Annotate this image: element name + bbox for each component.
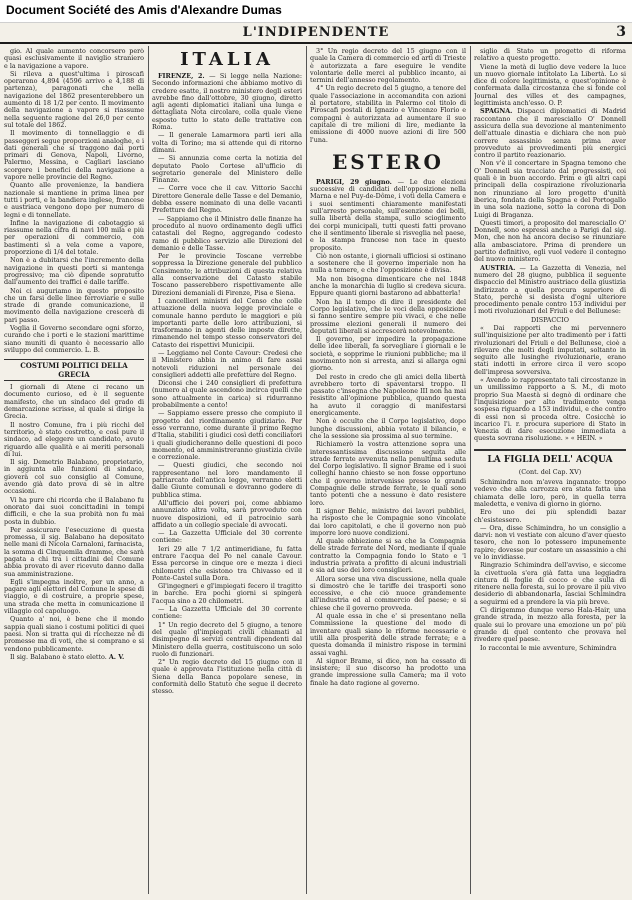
article-paragraph: Questi timori, a proposito del maresciallo O' Donnell, sono espressi anche a Parigi dal sig. Mon, che non ha ancora deciso se rinunziare alla ambasciatore. Prima di prendere un partito definitivo, egli vuol vedere il contegno del nuovo ministero. [474,218,626,264]
article-paragraph: 1° Un regio decreto del 5 giugno, a tenore del quale gl'impiegati civili chiamati al disimpegno di servizi centrali dipendenti dal Ministero della guerra, costituiscono un solo ruolo di funzionari. [152,620,302,658]
article-paragraph: All'ufficio dei poveri poi, come abbiamo annunziato altra volta, sarà provveduto con nuove disposizioni, ed il patrocinio sarà affidato a un collegio speciale di avvocati. [152,498,302,529]
article-paragraph: Infine la navigazione di cabotaggio si riassume nella cifra di navi 100 mila e più per operazioni di commercio, con bastimenti sì a vela come a vapore, proporzione di 1/4 del totale. [4,218,144,257]
article-paragraph: Allora sorse una viva discussione, nella quale si dimostrò che le tariffe dei trasporti sono eccessive, e che ciò nuoce grandemente all'industria ed al commercio del paese; e si chiese che il governo provveda. [310,574,466,612]
article-paragraph: Voglia il Governo secondare ogni sforzo, curando che i porti e le stazioni marittime siano muniti di quanto è necessario allo sviluppo del commercio. L. B. [4,323,144,354]
article-paragraph: Del resto in credo che gli amici della libertà avrebbero torto di spaventarsi troppo. Il passato c'insegna che Napoleone III non ha mai resistito all'opinione pubblica, quando questa ha avuto il coraggio di manifestarsi energicamente. [310,372,466,418]
article-paragraph: — Leggiamo nel Conte Cavour: Credesi che il Ministero abbia in animo di fare assai notevoli riduzioni nel personale dei consiglieri addetti alle prefetture del Regno. [152,348,302,379]
article-paragraph: Vi ha pure chi ricorda che il Balabano fu onorato dai suoi concittadini in tempi difficili, e che la sua probità non fu mai posta in dubbio. [4,495,144,526]
article-paragraph: Quanto alle provenienze, la bandiera nazionale si mantiene in prima linea per tutti i porti, e la bandiera inglese, francese e austriaca vengono dopo per numero di legni e di tonnellate. [4,181,144,219]
article-paragraph: Richiamerò la vostra attenzione sopra una interessantissima discussione seguita alle strade ferrate avvenuta nella penultima seduta del Corpo legislativo. Il signor Brame ed i suoi colleghi hanno chiesto se non fosse opportuno che il governo intervenisse presso le grandi Compagnie delle strade ferrate, le quali sono tanto potenti che a nessuno è dato resistere loro. [310,440,466,507]
article-paragraph: Ero uno dei più splendidi bazar ch'esistessero. [474,508,626,524]
article-paragraph: Il movimento di tonnellaggio e di passeggeri segue proporzioni analoghe, e i dati generali che si traggono dai porti primari di Genova, Napoli, Livorno, Palermo, Messina, e Cagliari lasciano scorgere i benefici della navigazione a vapore nelle provincie del Regno. [4,129,144,182]
article-paragraph: Per assicurare l'esecuzione di questa promessa, il sig. Balabano ha depositato nelle mani di Nicola Carnaloni, farmacista, la somma di Cinquemila dramme, che sarà pagata a chi tra i cittadini del Comune abbia provato di aver ricevuto danno dalla sua amministrazione. [4,525,144,578]
article-paragraph: Il sig. Demetrio Balabano, proprietario, in aggiunta alle funzioni di sindaco, gioverà col suo consiglio al Comune, avendo già dato prova di sè in altre occasioni. [4,458,144,496]
author-signature: A. V. [108,652,125,661]
article-paragraph [474,265,626,316]
feuilleton-subtitle: (Cont. del Cap. XV) [518,467,582,476]
article-paragraph: Il signor Behic, ministro dei lavori pubblici, ha risposto che le Compagnie sono vincolate dai loro capitolati, e che il governo non può imporre loro nuove condizioni. [310,506,466,537]
article-paragraph: siglio di Stato un progetto di riforma relativo a questo progetto. [474,48,626,63]
article-paragraph [474,108,626,159]
source-banner [0,0,632,23]
closing-line: Il sig. Balabano è stato eletto. [10,652,107,661]
article-paragraph: Schimindra non m'aveva ingannato: troppo vedevo che alla carrozza era stata fatta una chiamata delle loro, però, in quella terra maledetta, e veniva di giorno in giorno. [474,478,626,508]
dispatch-heading: DISPACCIO [531,315,569,324]
paragraph-text: — Le due elezioni successive di candidati dell'opposizione nella Marna e nel Puy-de-Dôme, i voti della Camera e i suoi sentimenti chiaramente manifestati sull'arresto personale, sull'esenzione dei bolli, sulla libertà della stampa, sullo scioglimento dei corpi municipali, tutti questi fatti provano che il sentimento liberale si risveglia nel paese, e la stampa francese non tace in questo proposito. [310,177,466,252]
section-heading-italia: ITALIA [180,49,274,70]
article-paragraph: Ci dirigemmo dunque verso Hala-Hair, una grande strada, in mezzo alla foresta, per la quale sui lo provare una emozione un po' più grande di quel contento che provava nel rivedere quel paese. [474,606,626,644]
article-paragraph: — Corre voce che il cav. Vittorio Sacchi Direttore Generale delle Tasse e del Demanio, debba essere nominato di una delle vacanti Prefetture del Regno. [152,184,302,215]
article-paragraph: Diconsi che i 240 consiglieri di prefettura (numero al quale ascendono incirca quelli che sono attualmente in carica) si ridurranno probabilmente a cento! [152,379,302,410]
article-paragraph: Viene la metà di luglio deve vedere la luce un nuovo giornale intitolato La Libertà. Lo si dice di colore legittimista, e quest'opinione è confermata dalla circostanza che si fonde col Journal des villes et des campagnes, legittimista anch'esso. O. P. [474,62,626,108]
article-paragraph [152,73,302,131]
article-paragraph: Al quale essa in che e' si presentano nella Commissione la questione del modo di inventare quali siano le riforme necessarie e utili alla prosperità delle strade ferrate; e a questa domanda il ministro rispose in termini assai vaghi. [310,612,466,657]
article-paragraph: Noi ci auguriamo in questo proposito che un farsi delle linee ferroviarie e sulle strade di grande comunicazione, il movimento della navigazione crescerà di pari passo. [4,286,144,324]
page-number: 3 [616,24,626,40]
article-paragraph: — Ora, disse Schimindra, ho un consiglio a darvi: non vi vestiate con alcuno d'aver questo tesoro, che non lo potessero impunemente rapire; dovesse pur costare un assassinio a chi ve lo invidiasse. [474,523,626,561]
dateline: FIRENZE, 2. [158,72,205,80]
feuilleton-title: LA FIGLIA DELL' ACQUA [474,449,626,466]
article-paragraph: — Sappiamo essere presso che compiuto il progetto del riordinamento giudiziario. Per esso verranno, come durante il primo Regno d'Italia, stabiliti i giudici così detti conciliatori i quali giudicheranno delle questioni di poco momento, ed amministreranno giustizia civile e correzionale. [152,409,302,462]
article-paragraph: Gl'ingegneri e gl'impiegati fecero il tragitto in barche. Era pochi giorni si spingerà l'acqua sino a 20 chilometri. [152,582,302,605]
section-heading-estero: ESTERO [332,149,444,174]
article-paragraph: I giornali di Atene ci recano un documento curioso, ed è il seguente manifesto, che un sindaco del grado di demarcazione scrisse, al quale si dirige la Grecia. [4,383,144,421]
section-heading-costumi: COSTUMI POLITICI DELLA GRECIA [4,359,144,381]
article-paragraph: 4° Un regio decreto del 5 giugno, a tenore del quale l'associazione in accomandita con azioni al portatore, stabilita in Palermo col titolo di Piroscafi postali di Ignazio e Vincenzo Florio e compagni è autorizzata ad aumentare il suo capitale di tre milioni di lire, mediante la emissione di 4000 nuove azioni di lire 500 l'una. [310,84,466,144]
paragraph-text: Dispacci diplomatici di Madrid raccontano che il maresciallo O' Donnell assicura della sua devozione al mantenimento dell'attuale dinastia e dichiara che non può correre assassinio senza prima aver provveduto ai provvedimenti più energici contro il partito reazionario. [474,107,626,160]
column-rule [470,46,471,894]
dateline: PARIGI, 29 giugno. [316,177,392,186]
article-paragraph: Per le provincie Toscane verrebbe soppressa la Direzione generale del pubblico Censimento; le attribuzioni di questa relativa alla conservazione del Catasto stabile Toscano passerebbero rispettivamente alle Direzioni demaniali di Firenze, Pisa e Siena. [152,252,302,297]
article-paragraph: Quanto a' noi, è bene che il mondo sappia quali siano i costumi politici di quei paesi. Non si tratta qui di ricchezze né di promesse ma di voti, che si comprano e si vendono pubblicamente. [4,615,144,653]
article-paragraph: Ieri 29 alle 7 1/2 antimeridiane, fu fatta entrare l'acqua del Po nel canale Cavour. Essa percorse in cinque ore e mezza i dieci chilometri che esistono tra Chivasso ed il Ponte-Castel sulla Dora. [152,544,302,582]
newspaper-title: L'INDIPENDENTE [242,25,390,40]
article-paragraph: — La Gazzetta Ufficiale del 30 corrente contiene: [152,529,302,545]
article-paragraph: gio. Al quale aumento concorsero però quasi esclusivamente il naviglio straniero e la navigazione a vapore. [4,48,144,70]
article-paragraph: — Sappiamo che il Ministro delle finanze ha proceduto al nuovo ordinamento degli uffici catastali del Regno, aggregando codesto ramo di pubblico servizio alle Direzioni del demanio e delle Tasse. [152,214,302,252]
article-paragraph: — Questi giudici, che secondo noi rappresentano nel loro mandamento il patriarcato dell'antica legge, verranno eletti dalle Giunte comunali e dovranno godere di pubblica stima. [152,461,302,499]
article-paragraph: Non è a dubitarsi che l'incremento della navigazione in questi porti si mantenga progressivo; ma ciò dipende sopratutto dall'aumento dei traffici e dalle tariffe. [4,256,144,287]
article-paragraph: — Il generale Lamarmora partì ieri alla volta di Torino; ma si attende qui di ritorno dimani. [152,131,302,154]
column-4 [474,48,626,894]
banner-title: Document Société des Amis d'Alexandre Dumas [6,3,282,17]
paragraph-text: — La Gazzetta di Venezia, nel numero del 28 giugno, pubblica il seguente dispaccio del Ministro austriaco della giustizia indirizzato a quella procura superiore di Stato, perchè si desista d'ogni ulteriore procedimento penale contro 153 individui per i moti rivoluzionari del Friuli e del Bellunese: [474,263,626,316]
article-paragraph [310,179,466,252]
article-paragraph: Ciò non ostante, i giornali ufficiosi si ostinano a sostenere che il governo imperiale non ha nulla a temere, e che l'opposizione è divisa. [310,251,466,275]
article-paragraph: — La Gazzetta Ufficiale del 30 corrente contiene: [152,605,302,621]
newspaper-masthead [0,24,632,44]
article-paragraph: Io raccontai le mie avventure, Schimindra [480,643,617,652]
article-paragraph: Non ha il tempo di dire il presidente del Corpo legislativo, che le voci della opposizione si fanno sentire sempre più vivaci, e che nelle prossime elezioni generali il numero dei deputati liberali si accrescerà notevolmente. [310,297,466,335]
column-rule [306,46,307,894]
article-paragraph: Al signor Brame, si dice, non ha cessato di insistere; il suo discorso ha prodotto una grande impressione sulla Camera; ma il voto finale ha dato ragione al governo. [310,656,466,687]
column-rule [148,46,149,894]
column-1 [4,48,144,894]
article-paragraph: « Dai rapporti che mi pervennero sull'inquisizione per alto tradimento per i fatti rivoluzionari del Friuli e del Bellunese, cioè a rilevare che molti degli imputati, soltanto in seguito alle lusinghe rivoluzionarie, erano stati indotti in errore circa il vero scopo dell'impresa sovversiva. [474,323,626,376]
article-paragraph: « Avendo io rappresentato tali circostanze in un umilissimo rapporto a S. M., di moto proprio Sua Maestà si degnò di ordinare che l'inquisizione per alto tradimento venga sospesa riguardo a 153 individui, e che contro di essi non si proceda oltre. Cosicchè io incarico l'i. r. procura superiore di Stato in Venezia di dare esecuzione immediata a questa sovrana risoluzione. » « HEIN. » [474,376,626,443]
article-paragraph [4,654,144,661]
dateline: AUSTRIA. [480,263,516,272]
column-3 [310,48,466,894]
article-paragraph: Non è occulto che il Corpo legislativo, dopo lunghe discussioni, abbia votato il bilancio, e che la sessione sia prossima al suo termine. [310,417,466,440]
article-paragraph: Il governo, per impedire la propagazione delle idee liberali, fa sorvegliare i giornali e le società, e sopprime le riunioni pubbliche; ma il movimento non si arresta, anzi si allarga ogni giorno. [310,335,466,373]
dateline: SPAGNA. [480,107,513,116]
article-paragraph: Si rileva a quest'ultima i piroscafi operarono 4,894 (4596 arrivo e 4,188 di partenza), paragonati che nella navigazione del 1862 presenterebbero un aumento di 18 1/2 per cento. Il movimento della navigazione a vapore si riassume nella seguente ragione del 26,0 per cento sul totale del 1862. [4,69,144,129]
column-2 [152,48,302,894]
paragraph-text: — Si legge nella Nazione: Secondo informazioni che abbiamo motivo di credere esatte, il nostro ministero degli esteri avrebbe fino dall'ottobre, 30 giugno, diretto agli agenti diplomatici italiani una lunga e dettagliata Nota circolare, colla quale viene esposto tutto lo stato delle trattative con Roma. [152,72,302,132]
article-paragraph: Ringrazio Schimindra dell'avviso, e siccome la civettuola s'era già fatta una leggiadra cintura di foglie di cocco e che sulla di ritenere nella foresta, sui lo provare il più vivo desiderio di abbandonarla, lasciai Schimindra a seguirmi ed a prendere la via più breve. [474,561,626,606]
article-paragraph: I cancellieri ministri del Censo che colle attuazione della nuova legge provinciale e comunale hanno perduto le maggiori e più importanti parte delle loro attribuzioni, si trasformano in agenti delle imposte dirette, rimanendo nel tempo stesso conservatori del Catasto dei rispettivi Municipii. [152,296,302,349]
article-paragraph: 2° Un regio decreto del 15 giugno con il quale è approvata l'istituzione nella città di Siena della Banca popolare senese, in conformità dello Statuto che segue il decreto stesso. [152,658,302,696]
article-paragraph: Ma non bisogna dimenticare che nel 1848 anche la monarchia di luglio si credeva sicura. Eppure quanti giorni bastarono ad abbatterla! [310,274,466,298]
article-paragraph: Al quale obbiezione si sa che la Compagnia delle strade ferrate del Nord, mediante il quale contratto la Compagnia fondo lo Stato e 'l industria privata a profitto di alcuni industriali e sia ad uso dei loro consiglieri. [310,537,466,575]
article-paragraph: — Si annunzia come certa la notizia del deputato Paolo Cortese all'ufficio di segretario generale del Ministero delle Finanze. [152,154,302,185]
article-paragraph: Il nostro Comune, fra i più ricchi del territorio, è stato costretto, e così pure il sindaco, ad eleggere un candidato, avuto riguardo alle qualità e ai meriti personali di lui. [4,420,144,458]
article-paragraph: Egli s'impegna inoltre, per un anno, a pagare agli elettori del Comune le spese di viaggio, e di costruire, a proprie spese, una strada che metta in comunicazione il villaggio col capoluogo. [4,577,144,616]
article-paragraph: Non v'è il concertare in Spagna temono che O' Donnell sia tracciato dal progressisti, coi quali è in buon accordo. Prim e gli altri capi principali della cospirazione rivoluzionaria non rinunziano al loro progetto d'unità iberica, fondata della Spagna e del Portogallo in una sola nazione, sotto la corona di Don Luigi di Braganza. [474,159,626,219]
article-paragraph: 3° Un regio decreto del 15 giugno con il quale la Camera di commercio ed arti di Trieste è autorizzata a fare eseguire le vendite volontarie delle merci al pubblico incanto, ai termini dell'annesso regolamento. [310,48,466,85]
